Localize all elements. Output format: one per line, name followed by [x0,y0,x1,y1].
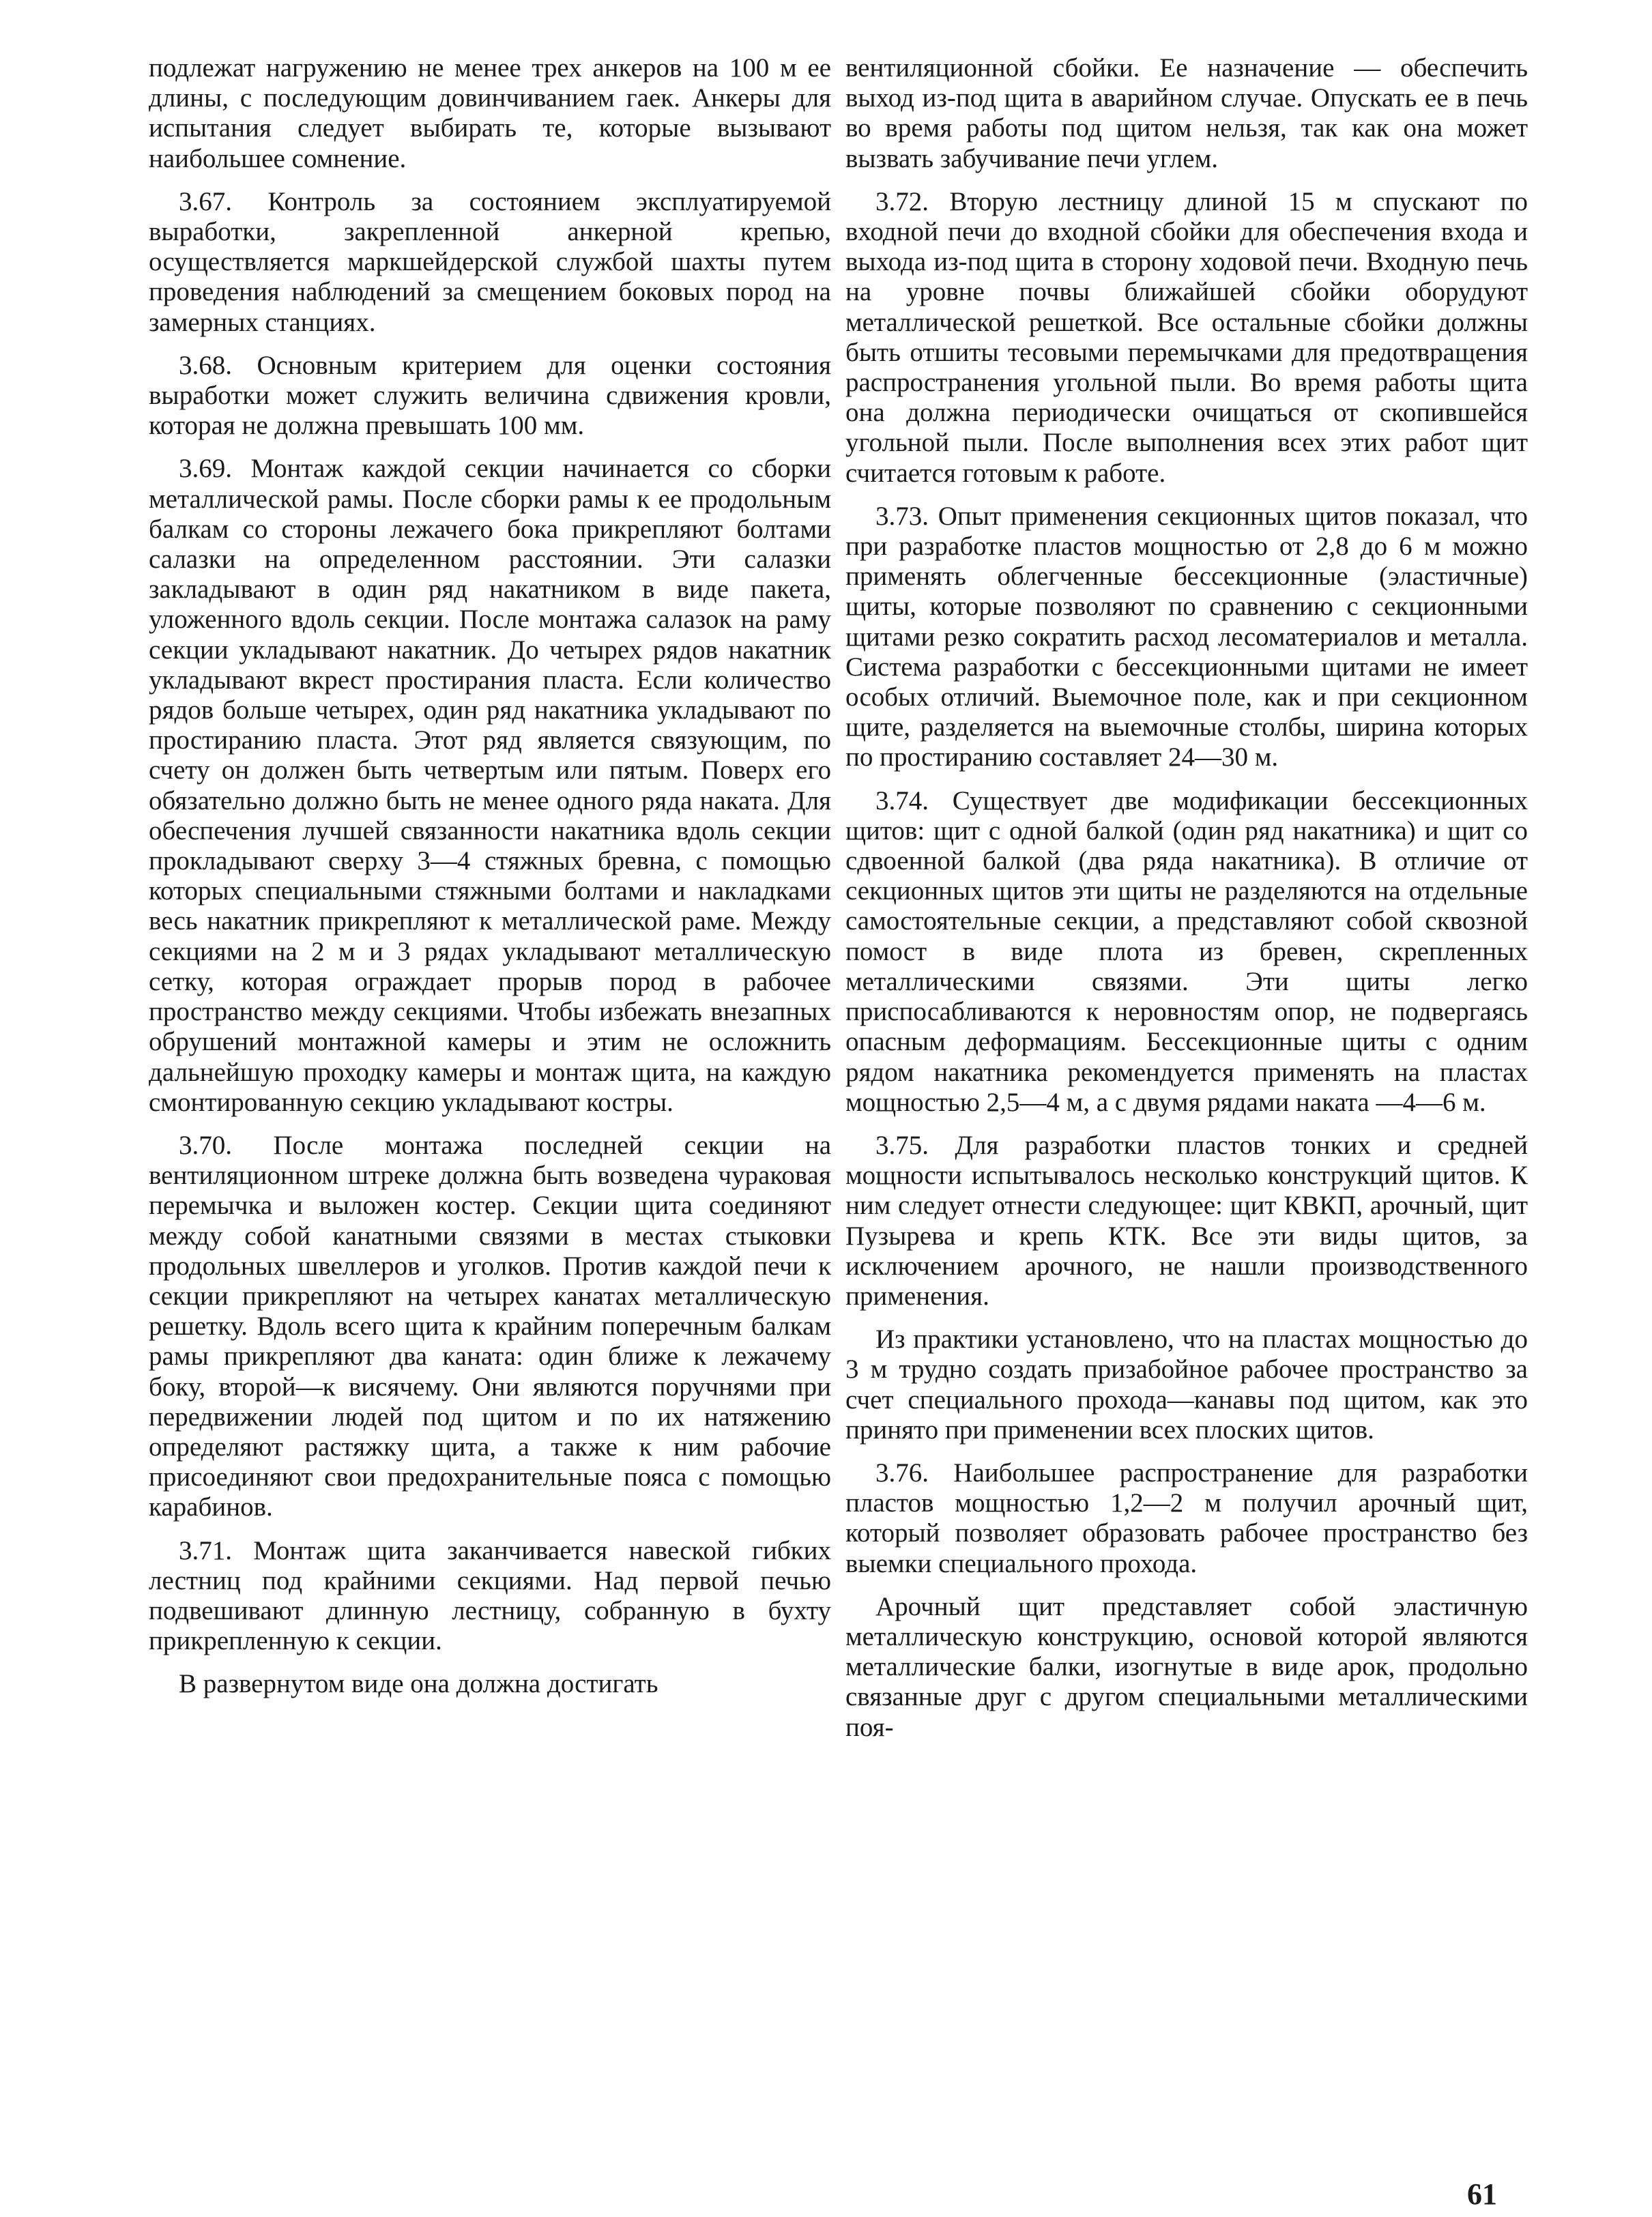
paragraph-3-70: 3.70. После монтажа последней секции на вентиляционном штреке должна быть возведена чураковая перемычка и выложен костер. Секции щита соединяют между собой канатными связями в местах стыковки продольных швеллеров и уголков. Против каждой печи к секции прикрепляют на четырех канатах металлическую решетку. Вдоль всего щита к крайним поперечным балкам рамы прикрепляют два каната: один ближе к лежачему боку, второй—к висячему. Они являются поручнями при передвижении людей под щитом и по их натяжению определяют растяжку щита, а также к ним рабочие присоединяют свои предохранительные пояса с помощью карабинов. [149,1130,831,1522]
paragraph-arch-shield: Арочный щит представляет собой эластичную металлическую конструкцию, основой которой являются металлические балки, изогнутые в виде арок, продольно связанные друг с другом специальными металлическими поя- [845,1591,1528,1742]
page-number: 61 [1467,2177,1497,2211]
paragraph-3-73: 3.73. Опыт применения секционных щитов показал, что при разработке пластов мощностью от 2,8 до 6 м можно применять облегченные бессекционные (эластичные) щиты, которые позволяют по сравнению с секционными щитами резко сократить расход лесоматериалов и металла. Система разработки с бессекционными щитами не имеет особых отличий. Выемочное поле, как и при секционном щите, разделяется на выемочные столбы, ширина которых по простиранию составляет 24—30 м. [845,501,1528,772]
paragraph-3-68: 3.68. Основным критерием для оценки состояния выработки может служить величина сдвижения кровли, которая не должна превышать 100 мм. [149,350,831,441]
paragraph-3-72: 3.72. Вторую лестницу длиной 15 м спускают по входной печи до входной сбойки для обеспечения входа и выхода из-под щита в сторону ходовой печи. Входную печь на уровне почвы ближайшей сбойки оборудуют металлической решеткой. Все остальные сбойки должны быть отшиты тесовыми перемычками для предотвращения распространения угольной пыли. Во время работы щита она должна периодически очищаться от скопившейся угольной пыли. После выполнения всех этих работ щит считается готовым к работе. [845,186,1528,488]
paragraph-3-75: 3.75. Для разработки пластов тонких и средней мощности испытывалось несколько конструкций щитов. К ним следует отнести следующее: щит КВКП, арочный, щит Пузырева и крепь КТК. Все эти виды щитов, за исключением арочного, не нашли производственного применения. [845,1130,1528,1311]
paragraph-3-76: 3.76. Наибольшее распространение для разработки пластов мощностью 1,2—2 м получил арочный щит, который позволяет образовать рабочее пространство без выемки специального прохода. [845,1458,1528,1578]
paragraph-practice: Из практики установлено, что на пластах мощностью до 3 м трудно создать призабойное рабочее пространство за счет специального прохода—канавы под щитом, как это принято при применении всех плоских щитов. [845,1324,1528,1445]
paragraph-3-69: 3.69. Монтаж каждой секции начинается со сборки металлической рамы. После сборки рамы к ее продольным балкам со стороны лежачего бока прикрепляют болтами салазки на определенном расстоянии. Эти салазки закладывают в один ряд накатником в виде пакета, уложенного вдоль секции. После монтажа салазок на раму секции укладывают накатник. До четырех рядов накатник укладывают вкрест простирания пласта. Если количество рядов больше четырех, один ряд накатника укладывают по простиранию пласта. Этот ряд является связующим, по счету он должен быть четвертым или пятым. Поверх его обязательно должно быть не менее одного ряда наката. Для обеспечения лучшей связанности накатника вдоль секции прокладывают сверху 3—4 стяжных бревна, с помощью которых специальными стяжными болтами и накладками весь накатник прикрепляют к металлической раме. Между секциями на 2 м и 3 рядах укладывают металлическую сетку, которая ограждает прорыв пород в рабочее пространство между секциями. Чтобы избежать внезапных обрушений монтажной камеры и этим не осложнить дальнейшую проходку камеры и монтаж щита, на каждую смонтированную секцию укладывают костры. [149,454,831,1117]
right-column [845,53,1528,1756]
left-column [149,53,831,1713]
paragraph-3-74: 3.74. Существует две модификации бессекционных щитов: щит с одной балкой (один ряд накатника) и щит со сдвоенной балкой (два ряда накатника). В отличие от секционных щитов эти щиты не разделяются на отдельные самостоятельные секции, а представляют собой сквозной помост в виде плота из бревен, скрепленных металлическими связями. Эти щиты легко приспосабливаются к неровностям опор, не подвергаясь опасным деформациям. Бессекционные щиты с одним рядом накатника рекомендуется применять на пластах мощностью 2,5—4 м, а с двумя рядами наката —4—6 м. [845,785,1528,1117]
paragraph-continuation-anchors: подлежат нагружению не менее трех анкеров на 100 м ее длины, с последующим довинчиванием гаек. Анкеры для испытания следует выбирать те, которые вызывают наибольшее сомнение. [149,53,831,173]
paragraph-3-71: 3.71. Монтаж щита заканчивается навеской гибких лестниц под крайними секциями. Над первой печью подвешивают длинную лестницу, собранную в бухту прикрепленную к секции. [149,1535,831,1656]
paragraph-unfolded-view: В развернутом виде она должна достигать [179,1669,658,1699]
paragraph-continuation-ventilation: вентиляционной сбойки. Ее назначение — обеспечить выход из-под щита в аварийном случае. Опускать ее в печь во время работы под щитом нельзя, так как она может вызвать забучивание печи углем. [845,53,1528,173]
paragraph-3-67: 3.67. Контроль за состоянием эксплуатируемой выработки, закрепленной анкерной крепью, осуществляется маркшейдерской службой шахты путем проведения наблюдений за смещением боковых пород на замерных станциях. [149,186,831,337]
